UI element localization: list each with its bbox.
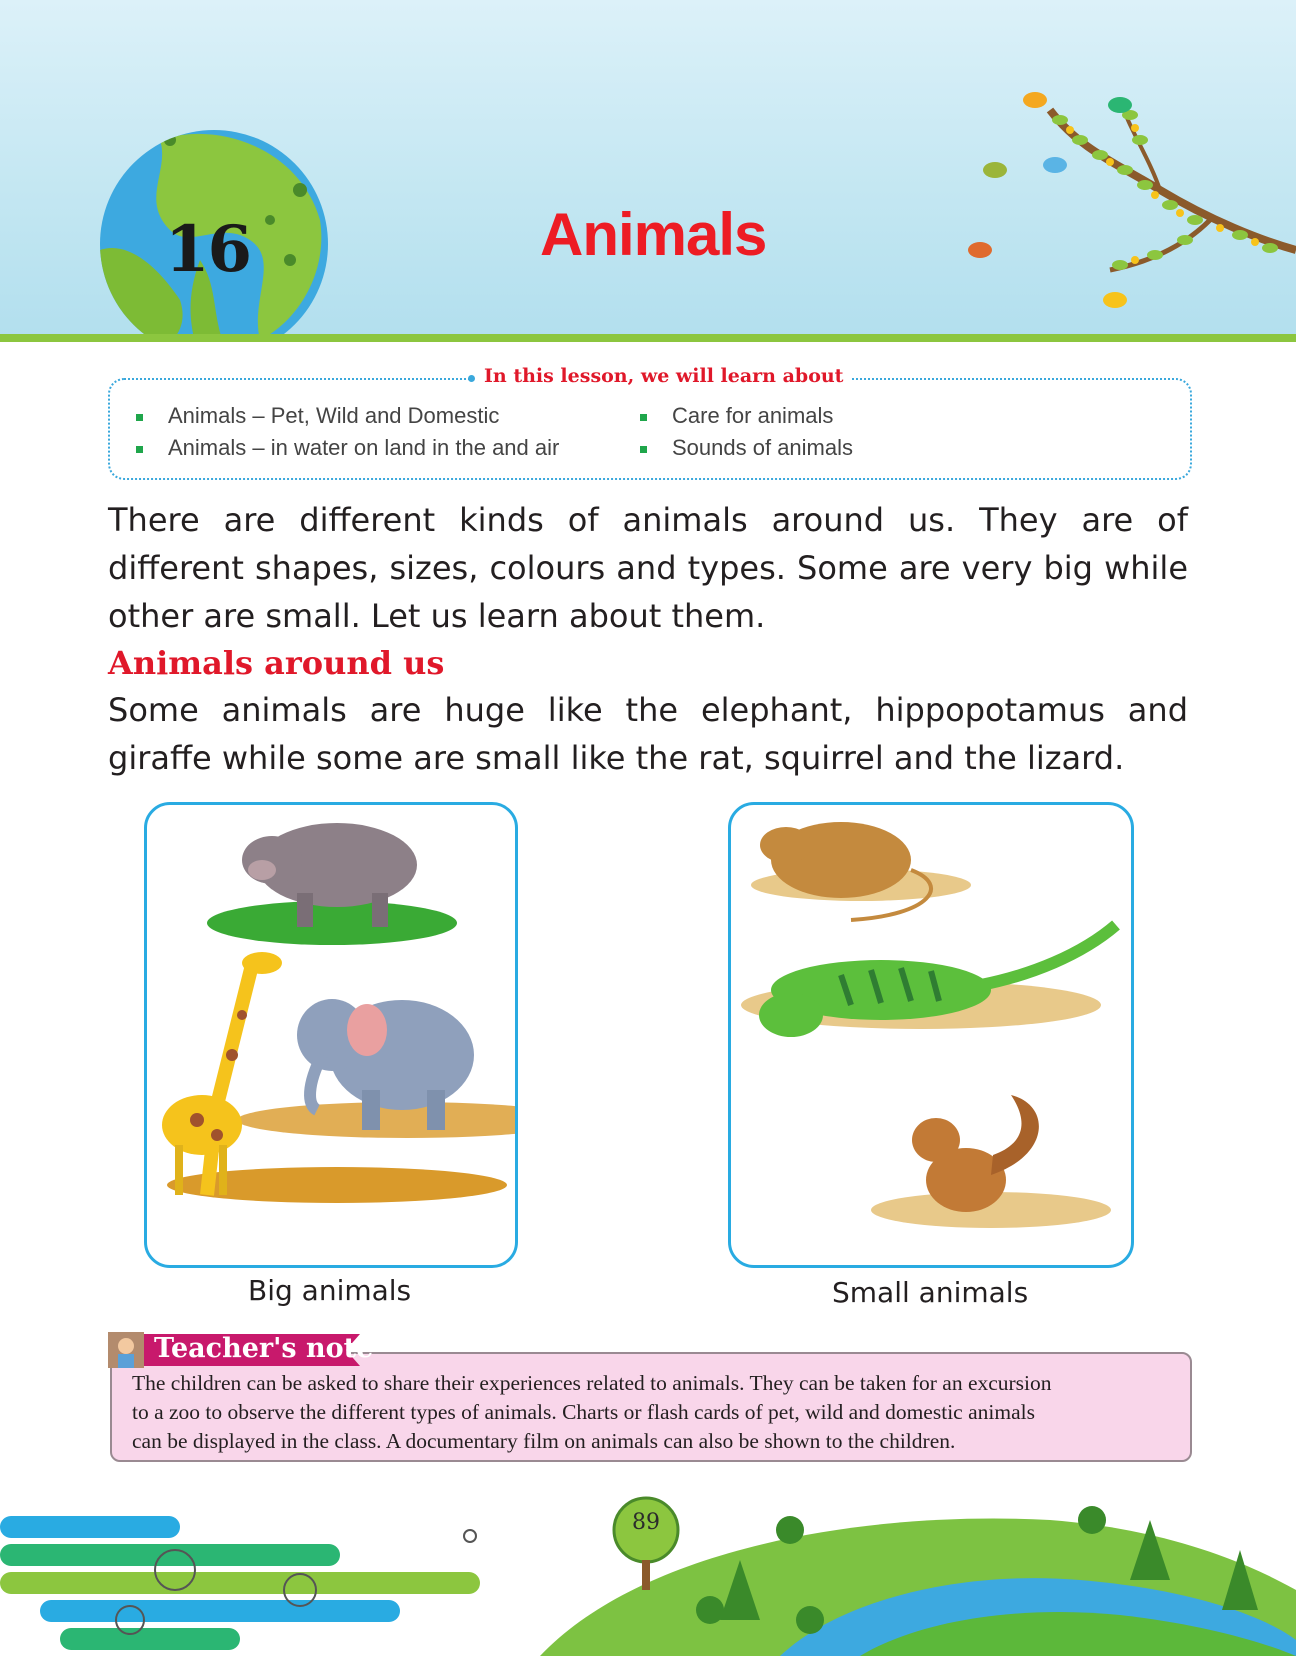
page-number: 89 <box>632 1510 660 1535</box>
small-animals-image <box>728 802 1134 1268</box>
section-paragraph: Some animals are huge like the elephant, hippopotamus and giraffe while some are small like the rat, squirrel and the lizard. <box>108 691 1188 777</box>
chapter-title: Animals <box>540 201 767 268</box>
teacher-note-line: The children can be asked to share their experiences related to animals. They can be taken for an excursion <box>132 1371 1052 1395</box>
teacher-note-line: to a zoo to observe the different types of animals. Charts or flash cards of pet, wild and domestic animals <box>132 1400 1035 1424</box>
branch-with-birds-illustration <box>960 70 1296 330</box>
chapter-number: 16 <box>165 212 251 287</box>
small-animals-caption: Small animals <box>832 1276 1029 1309</box>
lesson-objectives-title: In this lesson, we will learn about <box>476 365 851 387</box>
big-animals-image <box>144 802 518 1268</box>
intro-paragraph: There are different kinds of animals around us. They are of different shapes, sizes, colours and types. Some are very big while other are small. Let us learn about them. <box>108 501 1188 635</box>
lesson-item: Care for animals <box>672 403 834 428</box>
chapter-header <box>0 0 1296 340</box>
teacher-note-line: can be displayed in the class. A documentary film on animals can also be shown to the children. <box>132 1429 956 1453</box>
bullet-icon <box>136 446 143 453</box>
teacher-note-title: Teacher's note <box>154 1333 374 1364</box>
lesson-item: Sounds of animals <box>672 435 853 460</box>
header-divider <box>0 334 1296 342</box>
bullet-icon <box>136 414 143 421</box>
section-heading: Animals around us <box>108 644 445 682</box>
teacher-note-text <box>132 1369 1172 1456</box>
lesson-item: Animals – Pet, Wild and Domestic <box>168 403 500 428</box>
lesson-title-dot-left <box>468 375 475 382</box>
big-animals-caption: Big animals <box>248 1274 412 1307</box>
lesson-item: Animals – in water on land in the and air <box>168 435 560 460</box>
lesson-objectives-box <box>108 378 1192 480</box>
bullet-icon <box>640 414 647 421</box>
bullet-icon <box>640 446 647 453</box>
